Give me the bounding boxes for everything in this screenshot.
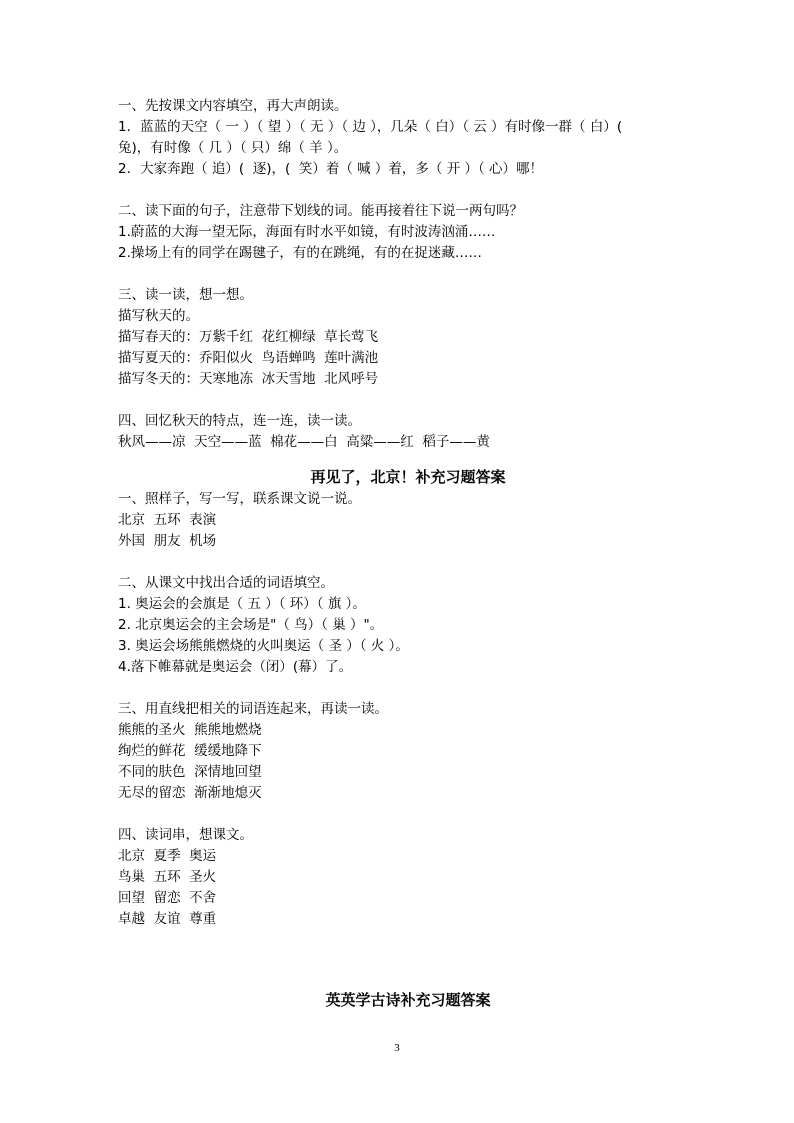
text-line: 三、读一读，想一想。 [118, 287, 253, 303]
text-line: 1.蔚蓝的大海一望无际，海面有时水平如镜，有时波涛汹涌…… [118, 224, 496, 240]
text-line: 一、先按课文内容填空，再大声朗读。 [118, 98, 348, 114]
text-line: 二、读下面的句子，注意带下划线的词。能再接着往下说一两句吗？ [118, 203, 523, 219]
blank-line [118, 804, 698, 825]
text-line: 卓越 友谊 尊重 [118, 911, 217, 927]
text-line: 三、用直线把相关的词语连起来，再读一读。 [118, 701, 388, 717]
text-line: 外国 朋友 机场 [118, 533, 217, 549]
text-line: 回望 留恋 不舍 [118, 890, 217, 906]
blank-line [118, 264, 698, 285]
text-line: 四、读词串，想课文。 [118, 827, 253, 843]
text-line: 无尽的留恋 渐渐地熄灭 [118, 785, 262, 801]
text-line: 描写秋天的。 [118, 308, 199, 324]
text-line: 2. 北京奥运会的主会场是"（ 鸟）（ 巢 ）"。 [118, 617, 384, 633]
text-line: 描写春天的：万紫千红 花红柳绿 草长莺飞 [118, 329, 379, 345]
blank-line [118, 180, 698, 201]
blank-line [118, 552, 698, 573]
text-line: 不同的肤色 深情地回望 [118, 764, 262, 780]
text-line: 二、从课文中找出合适的词语填空。 [118, 575, 334, 591]
text-line: 描写夏天的：乔阳似火 鸟语蝉鸣 莲叶满池 [118, 350, 379, 366]
text-line: 北京 夏季 奥运 [118, 848, 217, 864]
text-line: 2．大家奔跑（ 追）( 逐)，( 笑）着（ 喊 ）着，多（ 开 ）（ 心）哪！ [118, 161, 544, 177]
text-line: 一、照样子，写一写，联系课文说一说。 [118, 491, 361, 507]
text-line: 1．蓝蓝的天空（ 一 ）（ 望 ）（ 无 ）（ 边 ），几朵（ 白）（ 云 ）有时像一群（ 白）( [118, 119, 623, 135]
text-line: 秋风——凉 天空——蓝 棉花——白 高粱——红 稻子——黄 [118, 434, 490, 450]
section-answers-1 [118, 96, 698, 453]
blank-line [118, 390, 698, 411]
section-title-beijing: 再见了，北京！补充习题答案 [310, 468, 506, 486]
text-line: 3. 奥运会场熊熊燃烧的火叫奥运（ 圣 ）（ 火 ）。 [118, 638, 409, 654]
text-line: 描写冬天的：天寒地冻 冰天雪地 北风呼号 [118, 371, 379, 387]
text-line: 绚烂的鲜花 缓缓地降下 [118, 743, 262, 759]
text-line: 鸟巢 五环 圣火 [118, 869, 217, 885]
text-line: 熊熊的圣火 熊熊地燃烧 [118, 722, 262, 738]
text-line: 1. 奥运会的会旗是（ 五 ）（ 环）（ 旗 ）。 [118, 596, 366, 612]
text-line: 2.操场上有的同学在踢毽子，有的在跳绳，有的在捉迷藏…… [118, 245, 482, 261]
text-line: 4.落下帷幕就是奥运会（闭）(幕）了。 [118, 659, 353, 675]
document-body [118, 96, 698, 930]
text-line: 兔)，有时像（ 几 ）（ 只）绵（ 羊 ）。 [118, 140, 348, 156]
blank-line [118, 678, 698, 699]
section-title-poem: 英英学古诗补充习题答案 [325, 991, 491, 1009]
text-line: 北京 五环 表演 [118, 512, 217, 528]
section-answers-2 [118, 489, 698, 930]
text-line: 四、回忆秋天的特点，连一连，读一读。 [118, 413, 361, 429]
page-number: 3 [394, 1042, 400, 1054]
